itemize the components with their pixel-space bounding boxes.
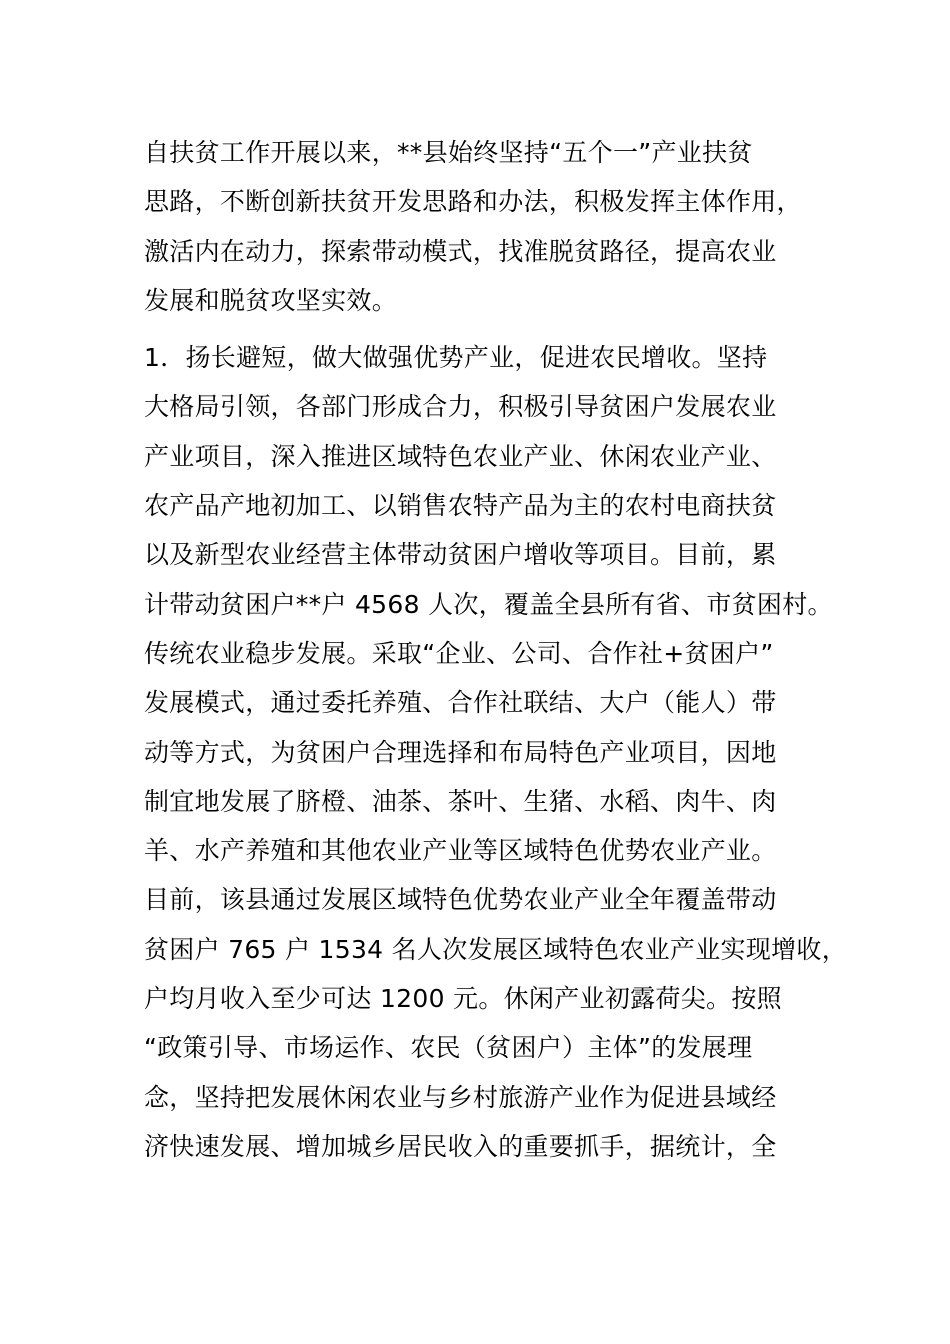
text-line: 念，坚持把发展休闲农业与乡村旅游产业作为促进县域经: [144, 1082, 777, 1112]
text-line: 农产品产地初加工、以销售农特产品为主的农村电商扶贫: [144, 491, 777, 521]
text-line: 济快速发展、增加城乡居民收入的重要抓手，据统计，全: [144, 1131, 777, 1161]
text-line: 发展模式，通过委托养殖、合作社联结、大户（能人）带: [144, 688, 777, 718]
text-line: 以及新型农业经营主体带动贫困户增收等项目。目前，累: [144, 540, 777, 570]
paragraph-intro: [144, 128, 834, 325]
text-line: 1．扬长避短，做大做强优势产业，促进农民增收。坚持: [144, 343, 768, 373]
text-line: 贫困户 765 户 1534 名人次发展区域特色农业产业实现增收，: [144, 934, 848, 964]
paragraph-gap: [144, 325, 834, 333]
text-line: 思路，不断创新扶贫开发思路和办法，积极发挥主体作用，: [144, 187, 802, 217]
text-line: 传统农业稳步发展。采取“企业、公司、合作社+贫困户”: [144, 638, 774, 668]
text-line: 户均月收入至少可达 1200 元。休闲产业初露荷尖。按照: [144, 984, 782, 1014]
document-body: [144, 128, 848, 1171]
text-line: “政策引导、市场运作、农民（贫困户）主体”的发展理: [144, 1033, 753, 1063]
text-line: 产业项目，深入推进区域特色农业产业、休闲农业产业、: [144, 441, 777, 471]
text-line: 制宜地发展了脐橙、油茶、茶叶、生猪、水稻、肉牛、肉: [144, 786, 777, 816]
text-line: 自扶贫工作开展以来，**县始终坚持“五个一”产业扶贫: [144, 138, 753, 167]
text-line: 激活内在动力，探索带动模式，找准脱贫路径，提高农业: [144, 236, 777, 266]
text-line: 目前，该县通过发展区域特色优势农业产业全年覆盖带动: [144, 885, 777, 915]
paragraph-section-1: [144, 333, 848, 1171]
text-line: 发展和脱贫攻坚实效。: [144, 285, 398, 315]
text-line: 大格局引领，各部门形成合力，积极引导贫困户发展农业: [144, 392, 777, 422]
text-line: 动等方式，为贫困户合理选择和布局特色产业项目，因地: [144, 737, 777, 767]
text-line: 计带动贫困户**户 4568 人次，覆盖全县所有省、市贫困村。: [144, 589, 833, 619]
text-line: 羊、水产养殖和其他农业产业等区域特色优势农业产业。: [144, 836, 777, 866]
